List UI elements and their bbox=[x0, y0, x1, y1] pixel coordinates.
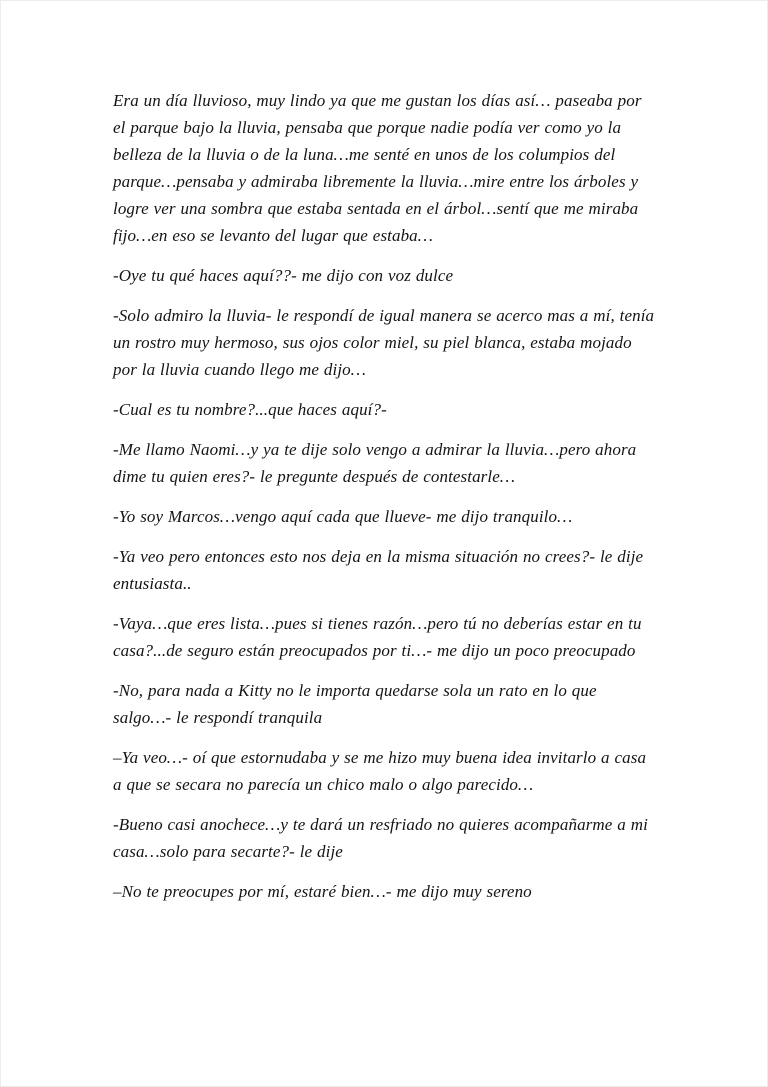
story-paragraph: -Bueno casi anochece…y te dará un resfriado no quieres acompañarme a mi casa…solo para secarte?- le dije bbox=[113, 815, 648, 861]
story-paragraph: -Solo admiro la lluvia- le respondí de igual manera se acerco mas a mí, tenía un rostro muy hermoso, sus ojos color miel, su piel blanca, estaba mojado por la lluvia cuando llego me dijo… bbox=[113, 306, 655, 379]
story-paragraph: -Yo soy Marcos…vengo aquí cada que llueve- me dijo tranquilo… bbox=[113, 507, 573, 526]
story-paragraph: -Oye tu qué haces aquí??- me dijo con voz dulce bbox=[113, 266, 454, 285]
story-paragraph: –Ya veo…- oí que estornudaba y se me hizo muy buena idea invitarlo a casa a que se secara no parecía un chico malo o algo parecido… bbox=[113, 748, 647, 794]
story-paragraph: Era un día lluvioso, muy lindo ya que me gustan los días así… paseaba por el parque bajo la lluvia, pensaba que porque nadie podía ver como yo la belleza de la lluvia o de la luna…me senté en unos de los columpios del parque…pensaba y admiraba libremente la lluvia…mire entre los árboles y logre ver una sombra que estaba sentada en el árbol…sentí que me miraba fijo…en eso se levanto del lugar que estaba… bbox=[113, 91, 642, 245]
story-paragraph: -Cual es tu nombre?...que haces aquí?- bbox=[113, 400, 387, 419]
story-paragraph: -No, para nada a Kitty no le importa quedarse sola un rato en lo que salgo…- le respondí tranquila bbox=[113, 681, 597, 727]
story-paragraph: -Ya veo pero entonces esto nos deja en la misma situación no crees?- le dije entusiasta.. bbox=[113, 547, 644, 593]
story-paragraph: –No te preocupes por mí, estaré bien…- me dijo muy sereno bbox=[113, 882, 532, 901]
story-paragraph: -Me llamo Naomi…y ya te dije solo vengo a admirar la lluvia…pero ahora dime tu quien eres?- le pregunte después de contestarle… bbox=[113, 440, 637, 486]
story-paragraph: -Vaya…que eres lista…pues si tienes razón…pero tú no deberías estar en tu casa?...de seguro están preocupados por ti…- me dijo un poco preocupado bbox=[113, 614, 642, 660]
